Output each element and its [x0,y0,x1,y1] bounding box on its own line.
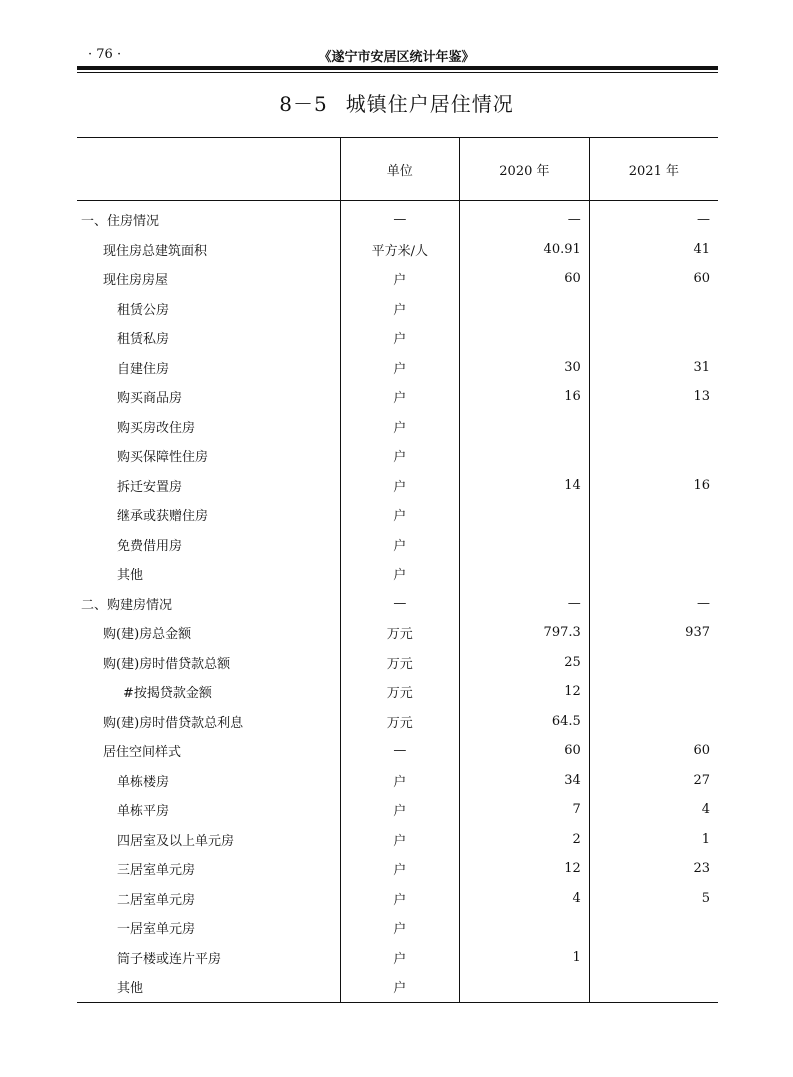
row-value-2021: 60 [589,264,718,294]
row-value-2021: 4 [589,795,718,825]
row-name-cell: 租赁私房 [117,332,170,348]
row-name-cell: 自建住房 [117,361,170,377]
row-value-2021: 60 [589,736,718,766]
row-name-cell: 三居室单元房 [117,863,196,879]
row-name-cell: 其他 [117,568,144,584]
row-unit-cell: 户 [340,441,459,471]
table-row [77,323,718,353]
table-row [77,913,718,943]
row-name-cell: 一、住房情况 [81,214,160,230]
row-name-cell: 单栋楼房 [117,774,170,790]
row-name-cell: 二居室单元房 [117,892,196,908]
row-value-2021: 41 [589,235,718,265]
row-value-2021: 937 [589,618,718,648]
row-name-cell: 购买保障性住房 [117,450,209,466]
row-value-2020: 12 [460,677,590,707]
book-title: 《遂宁市安居区统计年鉴》 [318,50,475,65]
table-row [77,825,718,855]
table-row [77,412,718,442]
row-value-2021 [589,530,718,560]
row-name-cell: 居住空间样式 [103,745,182,761]
row-value-2021: 27 [589,766,718,796]
table-row [77,707,718,737]
row-value-2021 [589,294,718,324]
row-unit-cell: 户 [340,530,459,560]
table-row [77,795,718,825]
row-value-2021: 16 [589,471,718,501]
row-value-2020: — [460,589,590,619]
table-row [77,854,718,884]
row-value-2020 [460,913,590,943]
table-row [77,201,718,235]
row-name-cell: 购买房改住房 [117,420,196,436]
table-row [77,441,718,471]
row-name-cell: 免费借用房 [117,538,183,554]
row-name-cell: 购(建)房总金额 [103,627,192,643]
row-value-2020: 60 [460,264,590,294]
row-unit-cell: 户 [340,264,459,294]
table-title [0,88,793,117]
table-row [77,766,718,796]
row-value-2021 [589,677,718,707]
page-number: · 76 · [88,47,122,62]
row-unit-cell: 户 [340,766,459,796]
table-row [77,559,718,589]
row-name-cell: 继承或获赠住房 [117,509,209,525]
row-value-2021 [589,323,718,353]
table-row [77,972,718,1002]
row-value-2020: 25 [460,648,590,678]
table-number: 8－5 [279,92,328,116]
row-name-cell: 现住房房屋 [103,273,169,289]
row-value-2020: 1 [460,943,590,973]
table-row [77,500,718,530]
row-value-2020: 16 [460,382,590,412]
table-row [77,736,718,766]
table-header-row [77,138,718,201]
row-value-2020 [460,294,590,324]
table-row [77,382,718,412]
table-row [77,471,718,501]
row-name-cell: 二、购建房情况 [81,597,173,613]
row-unit-cell: 平方米/人 [340,235,459,265]
table-row [77,677,718,707]
table-row [77,648,718,678]
row-value-2020 [460,441,590,471]
row-value-2021 [589,412,718,442]
row-unit-cell: 户 [340,884,459,914]
table-row [77,943,718,973]
table-body [77,201,718,1003]
row-value-2021 [589,913,718,943]
table-row [77,589,718,619]
row-value-2021 [589,648,718,678]
row-name-cell: 单栋平房 [117,804,170,820]
row-unit-cell: 户 [340,500,459,530]
row-name-cell: 筒子楼或连片平房 [117,951,222,967]
row-value-2020: 14 [460,471,590,501]
row-value-2020 [460,323,590,353]
column-header-2020: 2020 年 [460,138,590,201]
row-value-2020: 4 [460,884,590,914]
row-value-2021: 1 [589,825,718,855]
row-value-2020: — [460,201,590,235]
row-unit-cell: 户 [340,795,459,825]
row-value-2020: 64.5 [460,707,590,737]
table-row [77,353,718,383]
row-name-cell: 现住房总建筑面积 [103,243,208,259]
row-name-cell: 一居室单元房 [117,922,196,938]
row-name-cell: 其他 [77,972,340,1002]
row-unit-cell: 户 [340,825,459,855]
row-unit-cell: 万元 [340,648,459,678]
row-name-cell: 购(建)房时借贷款总额 [103,656,231,672]
row-unit-cell: 户 [340,412,459,442]
row-unit-cell: 户 [340,559,459,589]
row-value-2021: 23 [589,854,718,884]
table-row [77,294,718,324]
row-name-cell: 购买商品房 [117,391,183,407]
row-name-cell: #按揭贷款金额 [123,686,212,702]
row-value-2021 [589,972,718,1002]
table-row [77,618,718,648]
header-rule-thick [77,66,718,70]
column-header-unit: 单位 [340,138,459,201]
row-name-cell: 四居室及以上单元房 [117,833,235,849]
row-value-2020 [460,500,590,530]
housing-table [77,137,718,1003]
table-row [77,884,718,914]
row-unit-cell: 户 [340,323,459,353]
row-value-2020 [460,559,590,589]
table-row [77,235,718,265]
row-unit-cell: 户 [340,972,459,1002]
row-value-2021: 5 [589,884,718,914]
column-header-item [77,138,340,201]
row-value-2020: 40.91 [460,235,590,265]
row-value-2021: 31 [589,353,718,383]
row-unit-cell: 户 [340,854,459,884]
table-row [77,264,718,294]
row-name-cell: 拆迁安置房 [117,479,183,495]
row-unit-cell: 万元 [340,707,459,737]
table-row [77,530,718,560]
row-value-2021 [589,943,718,973]
row-value-2020: 797.3 [460,618,590,648]
row-value-2021 [589,441,718,471]
row-value-2020: 30 [460,353,590,383]
row-value-2020: 2 [460,825,590,855]
row-unit-cell: — [340,736,459,766]
row-value-2021 [589,500,718,530]
row-unit-cell: 户 [340,471,459,501]
row-value-2021: — [589,589,718,619]
row-value-2020 [460,412,590,442]
column-header-2021: 2021 年 [589,138,718,201]
row-name-cell: 购(建)房时借贷款总利息 [103,715,244,731]
row-unit-cell: 户 [340,353,459,383]
row-unit-cell: 户 [340,382,459,412]
header-rule-thin [77,72,718,73]
row-value-2020: 12 [460,854,590,884]
row-value-2020: 60 [460,736,590,766]
row-unit-cell: — [340,589,459,619]
row-unit-cell: 户 [340,913,459,943]
row-value-2020 [460,530,590,560]
row-unit-cell: 万元 [340,677,459,707]
row-value-2021 [589,559,718,589]
row-value-2021 [589,707,718,737]
table-name: 城镇住户居住情况 [345,92,514,116]
row-unit-cell: — [340,201,459,235]
row-value-2020 [460,972,590,1002]
row-value-2020: 7 [460,795,590,825]
row-value-2021: — [589,201,718,235]
row-name-cell: 租赁公房 [117,302,170,318]
row-unit-cell: 户 [340,943,459,973]
row-value-2021: 13 [589,382,718,412]
row-value-2020: 34 [460,766,590,796]
row-unit-cell: 户 [340,294,459,324]
row-unit-cell: 万元 [340,618,459,648]
